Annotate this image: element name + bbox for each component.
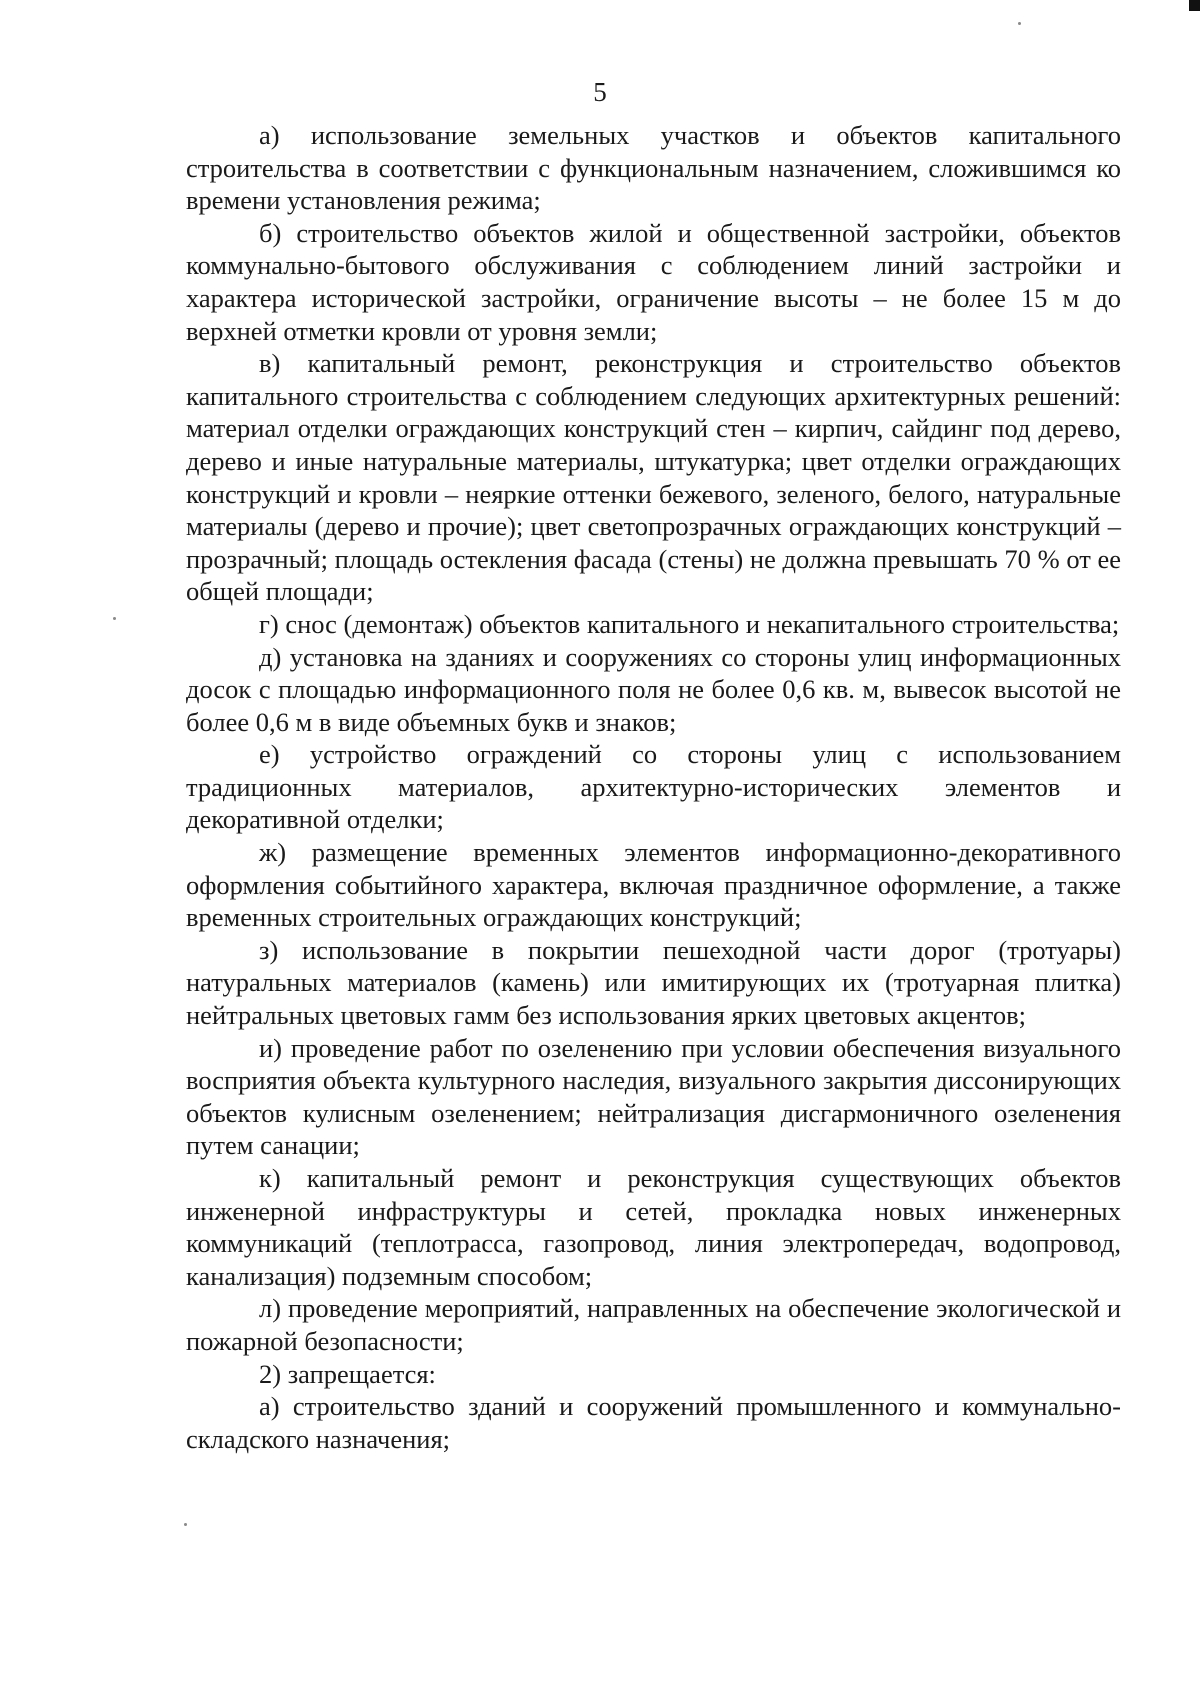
scan-speck — [113, 617, 116, 620]
scan-speck — [184, 1523, 187, 1526]
paragraph-item-l: л) проведение мероприятий, направленных на обеспечение экологической и пожарной безопасности; — [186, 1293, 1121, 1356]
paragraph-item-zh: ж) размещение временных элементов информационно-декоративного оформления событийного характера, включая праздничное оформление, а также временных строительных ограждающих конструкций; — [186, 837, 1121, 933]
paragraph-item-z: з) использование в покрытии пешеходной части дорог (тротуары) натуральных материалов (камень) или имитирующих их (тротуарная плитка) нейтральных цветовых гамм без использования ярких цветовых акцентов; — [186, 934, 1121, 1031]
paragraph-item-i: и) проведение работ по озеленению при условии обеспечения визуального восприятия объекта культурного наследия, визуального закрытия диссонирующих объектов кулисным озеленением; нейтрализация дисгармоничного озеленения путем санации; — [186, 1032, 1121, 1161]
document-body — [186, 119, 1121, 1455]
scan-edge-mark — [1189, 0, 1200, 11]
scan-speck — [1018, 22, 1021, 25]
paragraph-item-e: е) устройство ограждений со стороны улиц с использованием традиционных материалов, архитектурно-исторических элементов и декоративной отделки; — [186, 739, 1121, 835]
paragraph-item-g: г) снос (демонтаж) объектов капитального и некапитального строительства; — [259, 608, 1120, 639]
paragraph-item-b: б) строительство объектов жилой и общественной застройки, объектов коммунально-бытового обслуживания с соблюдением линий застройки и характера исторической застройки, ограничение высоты – не более 15 м до верхней отметки кровли от уровня земли; — [186, 217, 1121, 346]
page-number: 5 — [593, 77, 607, 107]
paragraph-prohibited-item-a: а) строительство зданий и сооружений промышленного и коммунально-складского назначения; — [186, 1391, 1121, 1454]
paragraph-item-a: а) использование земельных участков и объектов капитального строительства в соответствии с функциональным назначением, сложившимся ко времени установления режима; — [186, 120, 1121, 216]
paragraph-item-d: д) установка на зданиях и сооружениях со стороны улиц информационных досок с площадью информационного поля не более 0,6 кв. м, вывесок высотой не более 0,6 м в виде объемных букв и знаков; — [186, 641, 1121, 737]
paragraph-item-v: в) капитальный ремонт, реконструкция и строительство объектов капитального строительства с соблюдением следующих архитектурных решений: материал отделки ограждающих конструкций стен – кирпич, сайдинг под дерево, дерево и иные натуральные материалы, штукатурка; цвет отделки ограждающих конструкций и кровли – неяркие оттенки бежевого, зеленого, белого, натуральные материалы (дерево и прочие); цвет светопрозрачных ограждающих конструкций – прозрачный; площадь остекления фасада (стены) не должна превышать 70 % от ее общей площади; — [186, 348, 1121, 607]
section-heading-prohibited: 2) запрещается: — [259, 1358, 436, 1389]
paragraph-item-k: к) капитальный ремонт и реконструкция существующих объектов инженерной инфраструктуры и сетей, прокладка новых инженерных коммуникаций (теплотрасса, газопровод, линия электропередач, водопровод, канализация) подземным способом; — [186, 1163, 1121, 1291]
